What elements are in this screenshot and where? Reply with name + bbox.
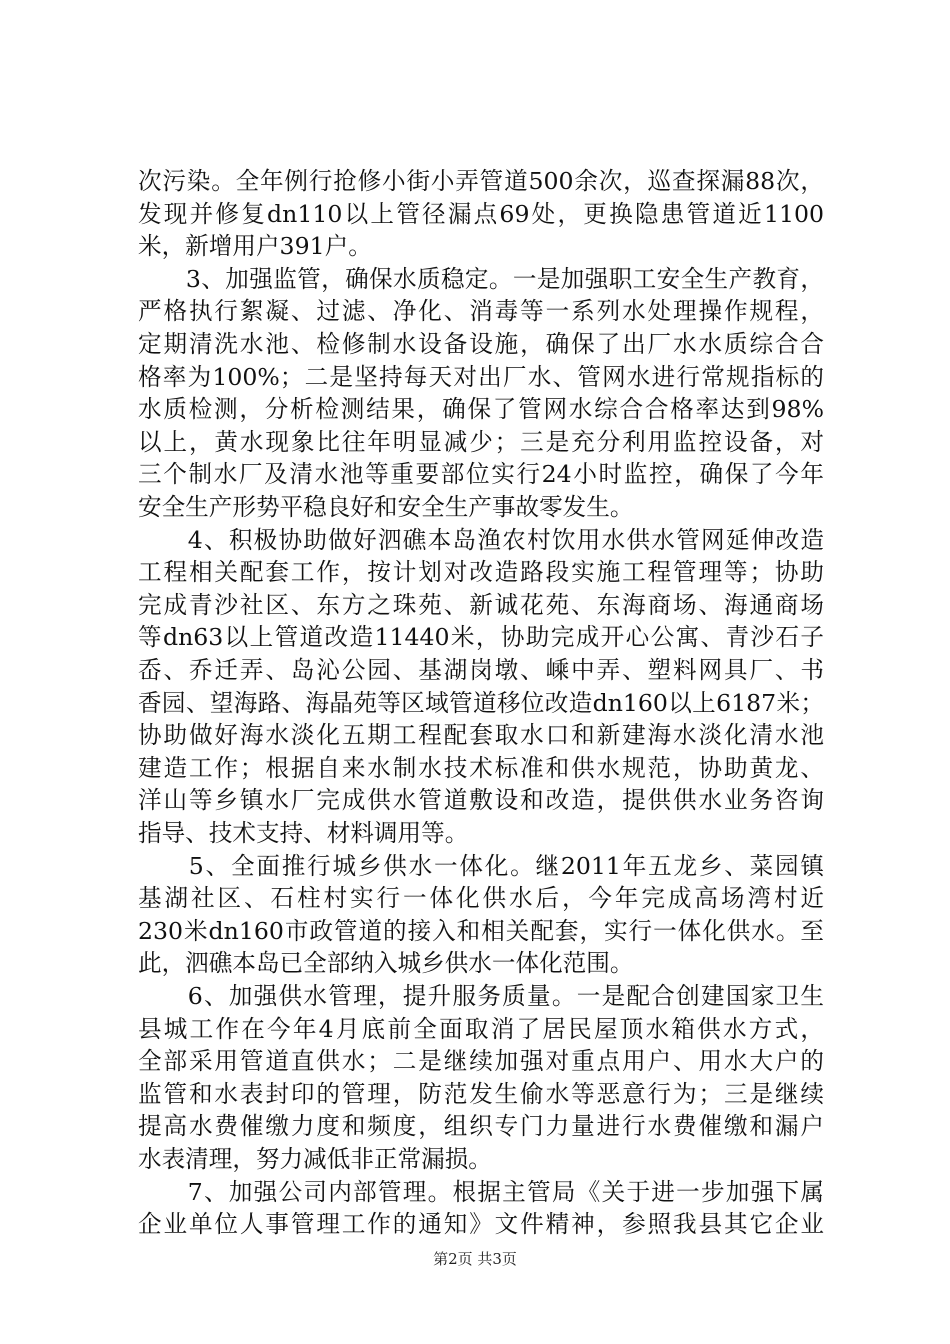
body-line: 4、积极协助做好泗礁本岛渔农村饮用水供水管网延伸改造: [138, 525, 824, 554]
body-line: 此，泗礁本岛已全部纳入城乡供水一体化范围。: [138, 949, 634, 978]
body-line: 岙、乔迁弄、岛沁公园、基湖岗墩、嵊中弄、塑料网具厂、书: [138, 656, 824, 684]
body-line: 协助做好海水淡化五期工程配套取水口和新建海水淡化清水池: [138, 721, 824, 750]
body-line: 基湖社区、石柱村实行一体化供水后，今年完成高场湾村近: [138, 884, 824, 913]
body-line: 米，新增用户391户。: [138, 232, 372, 261]
body-line: 安全生产形势平稳良好和安全生产事故零发生。: [138, 493, 634, 521]
body-line: 县城工作在今年4月底前全面取消了居民屋顶水箱供水方式，: [138, 1014, 824, 1043]
body-line: 7、加强公司内部管理。根据主管局《关于进一步加强下属: [138, 1177, 824, 1206]
body-line: 5、全面推行城乡供水一体化。继2011年五龙乡、菜园镇: [138, 851, 824, 880]
body-line: 6、加强供水管理，提升服务质量。一是配合创建国家卫生: [138, 982, 824, 1010]
body-line: 洋山等乡镇水厂完成供水管道敷设和改造，提供供水业务咨询: [138, 786, 824, 815]
body-line: 三个制水厂及清水池等重要部位实行24小时监控，确保了今年: [138, 460, 824, 489]
body-line: 建造工作；根据自来水制水技术标准和供水规范，协助黄龙、: [138, 753, 824, 782]
body-line: 发现并修复dn110以上管径漏点69处，更换隐患管道近1100: [138, 199, 824, 228]
body-line: 水质检测，分析检测结果，确保了管网水综合合格率达到98%: [138, 395, 824, 424]
page-footer: 第2页 共3页: [433, 1250, 517, 1268]
body-line: 严格执行絮凝、过滤、净化、消毒等一系列水处理操作规程，: [138, 297, 824, 326]
body-line: 等dn63以上管道改造11440米，协助完成开心公寓、青沙石子: [138, 623, 824, 652]
body-line: 次污染。全年例行抢修小街小弄管道500余次，巡查探漏88次，: [138, 167, 824, 195]
body-line: 工程相关配套工作，按计划对改造路段实施工程管理等；协助: [138, 558, 824, 587]
body-line: 全部采用管道直供水；二是继续加强对重点用户、用水大户的: [138, 1047, 824, 1076]
body-line: 3、加强监管，确保水质稳定。一是加强职工安全生产教育，: [138, 264, 824, 293]
body-line: 提高水费催缴力度和频度，组织专门力量进行水费催缴和漏户: [138, 1112, 824, 1141]
body-line: 企业单位人事管理工作的通知》文件精神，参照我县其它企业: [138, 1210, 824, 1239]
body-line: 定期清洗水池、检修制水设备设施，确保了出厂水水质综合合: [138, 330, 824, 358]
body-line: 完成青沙社区、东方之珠苑、新诚花苑、东海商场、海通商场: [138, 590, 824, 619]
body-line: 以上，黄水现象比往年明显减少；三是充分利用监控设备，对: [138, 427, 824, 456]
body-line: 指导、技术支持、材料调用等。: [138, 819, 469, 847]
body-line: 香园、望海路、海晶苑等区域管道移位改造dn160以上6187米；: [138, 688, 824, 717]
body-line: 监管和水表封印的管理，防范发生偷水等恶意行为；三是继续: [138, 1079, 824, 1108]
body-line: 格率为100%；二是坚持每天对出厂水、管网水进行常规指标的: [138, 362, 824, 391]
body-line: 230米dn160市政管道的接入和相关配套，实行一体化供水。至: [138, 916, 824, 945]
body-line: 水表清理，努力减低非正常漏损。: [138, 1145, 492, 1173]
